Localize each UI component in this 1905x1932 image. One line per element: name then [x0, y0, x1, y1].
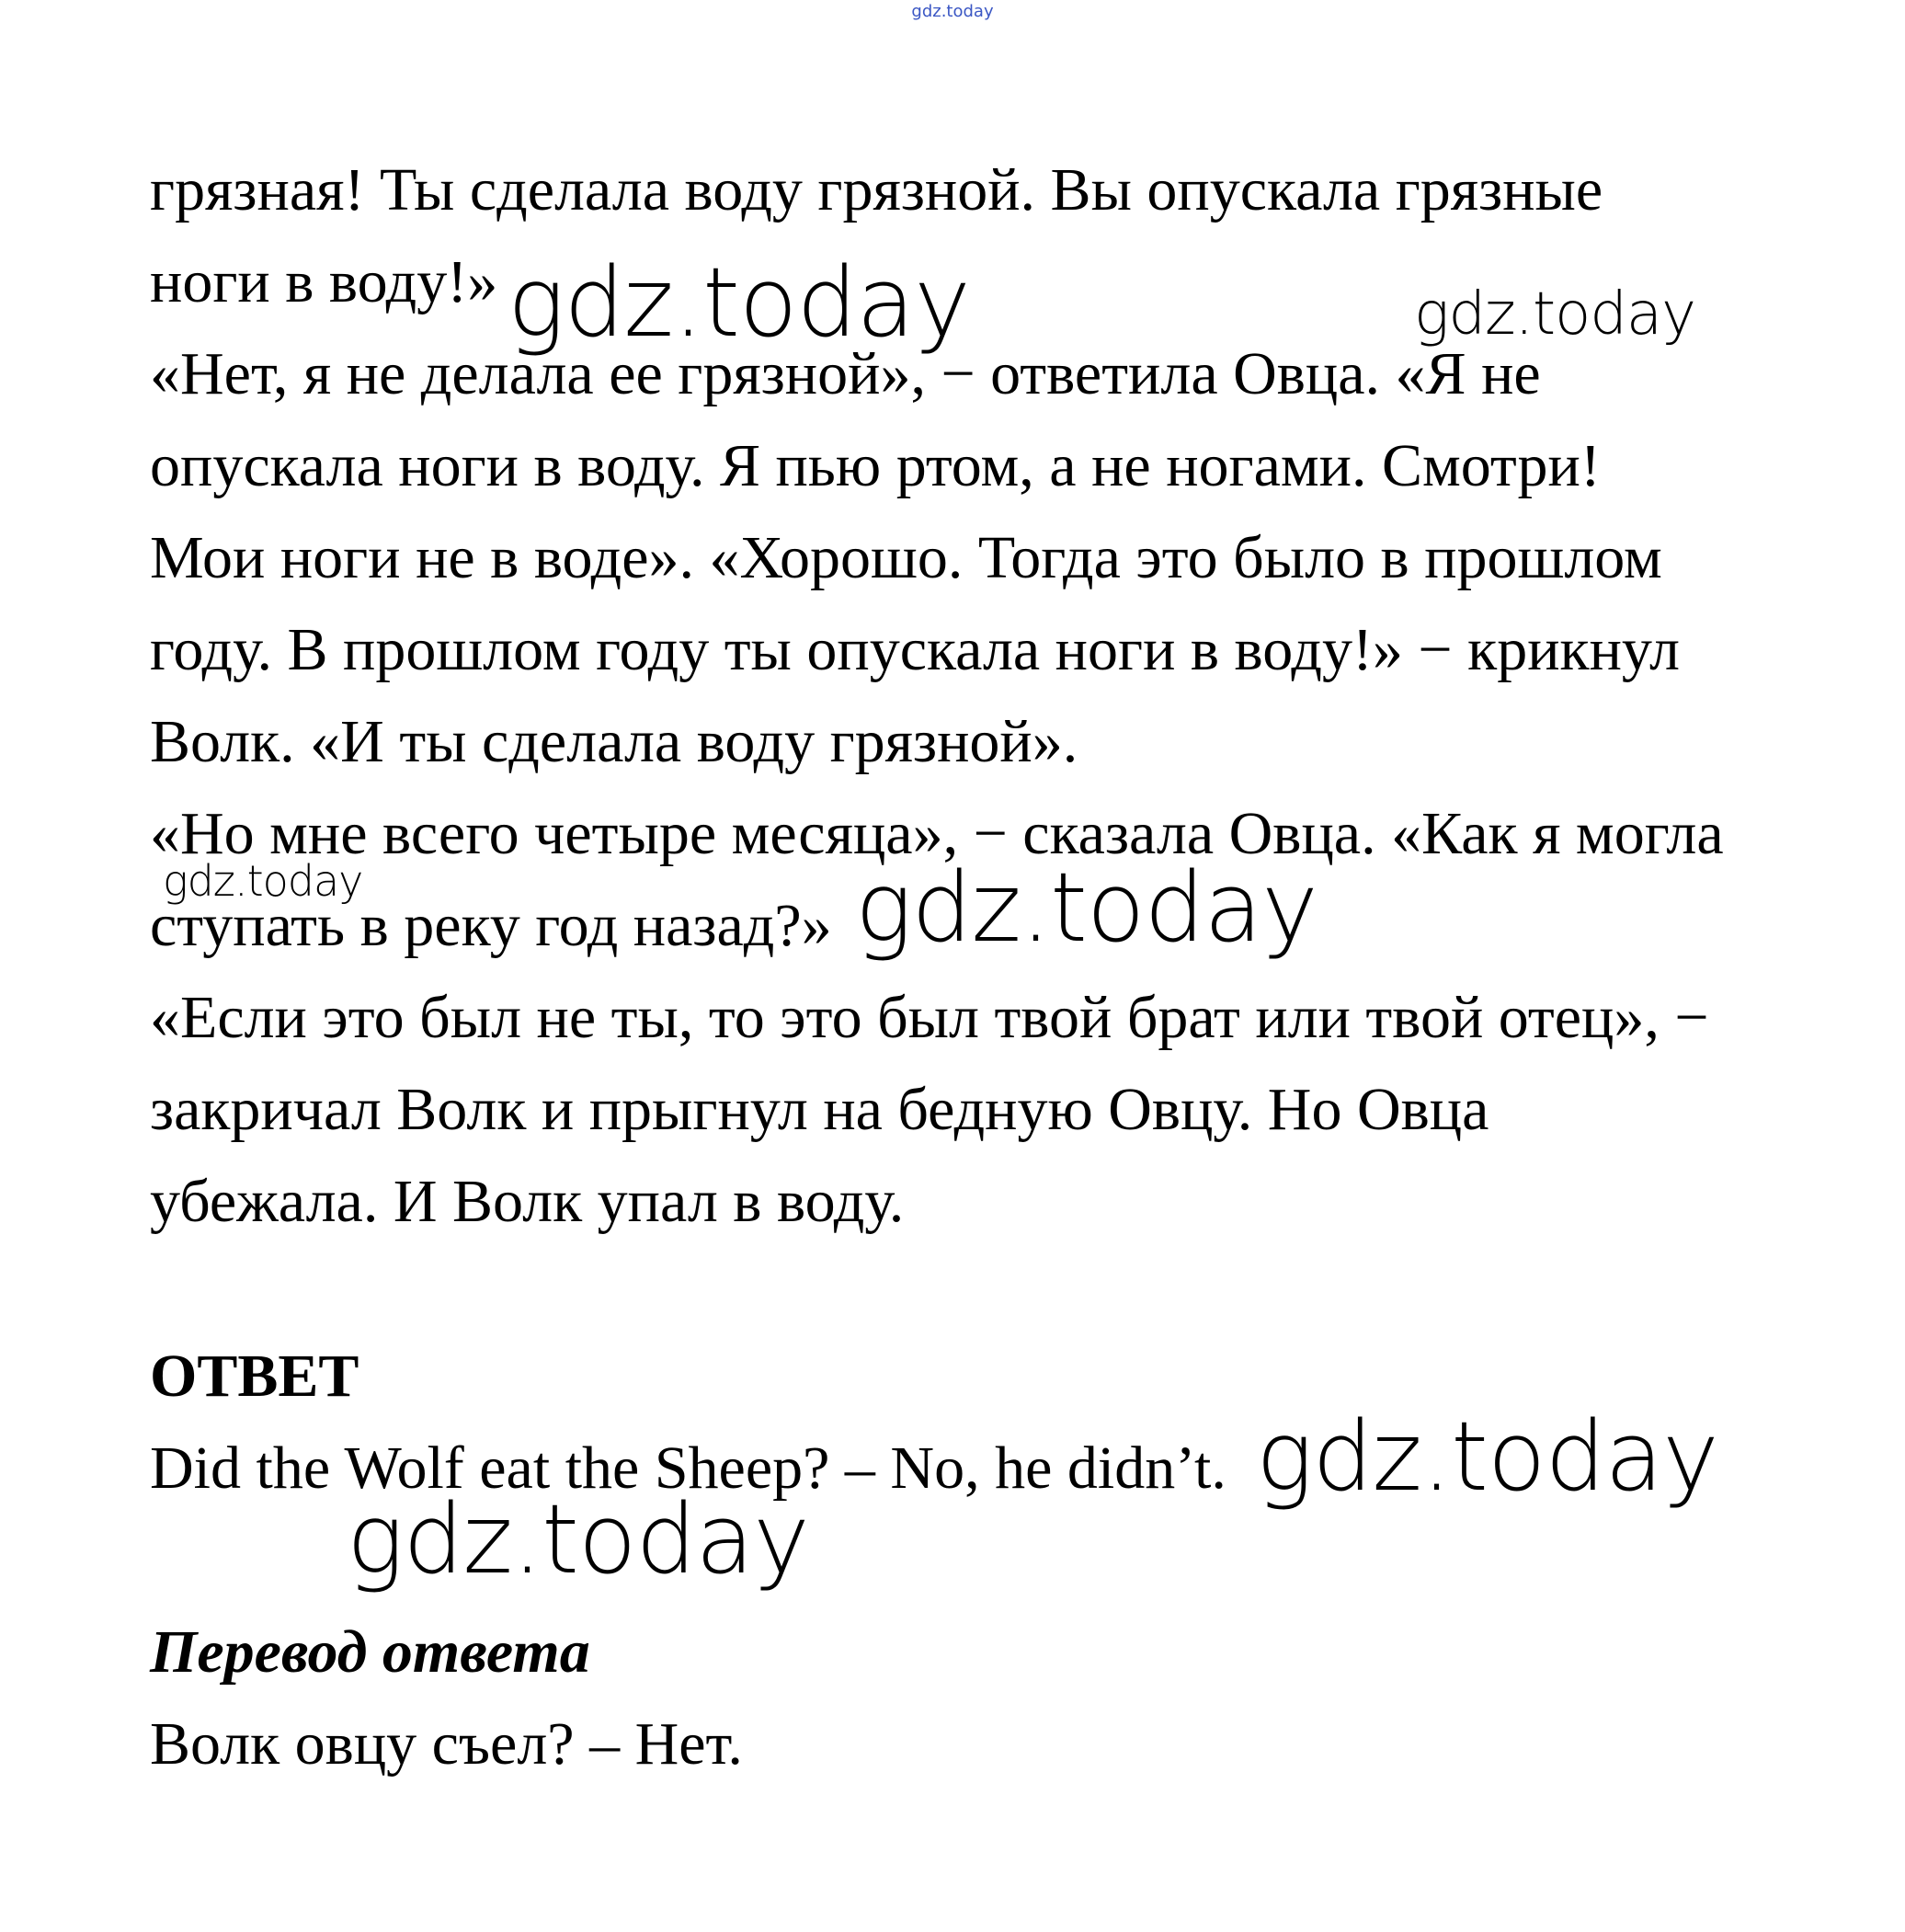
story-line: «Если это был не ты, то это был твой брат или твой отец», −: [150, 984, 1709, 1051]
watermark: gdz.today: [1414, 280, 1695, 349]
watermark: gdz.today: [855, 852, 1318, 964]
translation-text: Волк овцу съел? – Нет.: [150, 1710, 743, 1778]
header-watermark: gdz.today: [911, 2, 994, 21]
story-line: убежала. И Волк упал в воду.: [150, 1168, 905, 1235]
translation-heading: Перевод ответа: [150, 1618, 590, 1686]
story-line: «Нет, я не делала ее грязной», − ответила Овца. «Я не: [150, 340, 1541, 407]
watermark: gdz.today: [163, 856, 363, 906]
story-line: опускала ноги в воду. Я пью ртом, а не ногами. Смотри!: [150, 432, 1601, 499]
answer-text: Did the Wolf eat the Sheep? – No, he didn’t.: [150, 1435, 1226, 1502]
story-line: ноги в воду!»: [150, 248, 498, 315]
answer-heading: ОТВЕТ: [150, 1343, 359, 1410]
story-line: закричал Волк и прыгнул на бедную Овцу. Но Овца: [150, 1076, 1489, 1143]
watermark: gdz.today: [1256, 1400, 1718, 1513]
story-line: «Но мне всего четыре месяца», − сказала Овца. «Как я могла: [150, 800, 1724, 867]
story-line: году. В прошлом году ты опускала ноги в воду!» − крикнул: [150, 616, 1680, 683]
watermark: gdz.today: [508, 246, 970, 359]
story-line: Мои ноги не в воде». «Хорошо. Тогда это было в прошлом: [150, 524, 1662, 591]
story-line: ступать в реку год назад?»: [150, 892, 832, 959]
watermark: gdz.today: [347, 1483, 809, 1595]
story-line: Волк. «И ты сделала воду грязной».: [150, 708, 1078, 775]
story-line: грязная! Ты сделала воду грязной. Вы опускала грязные: [150, 156, 1603, 223]
